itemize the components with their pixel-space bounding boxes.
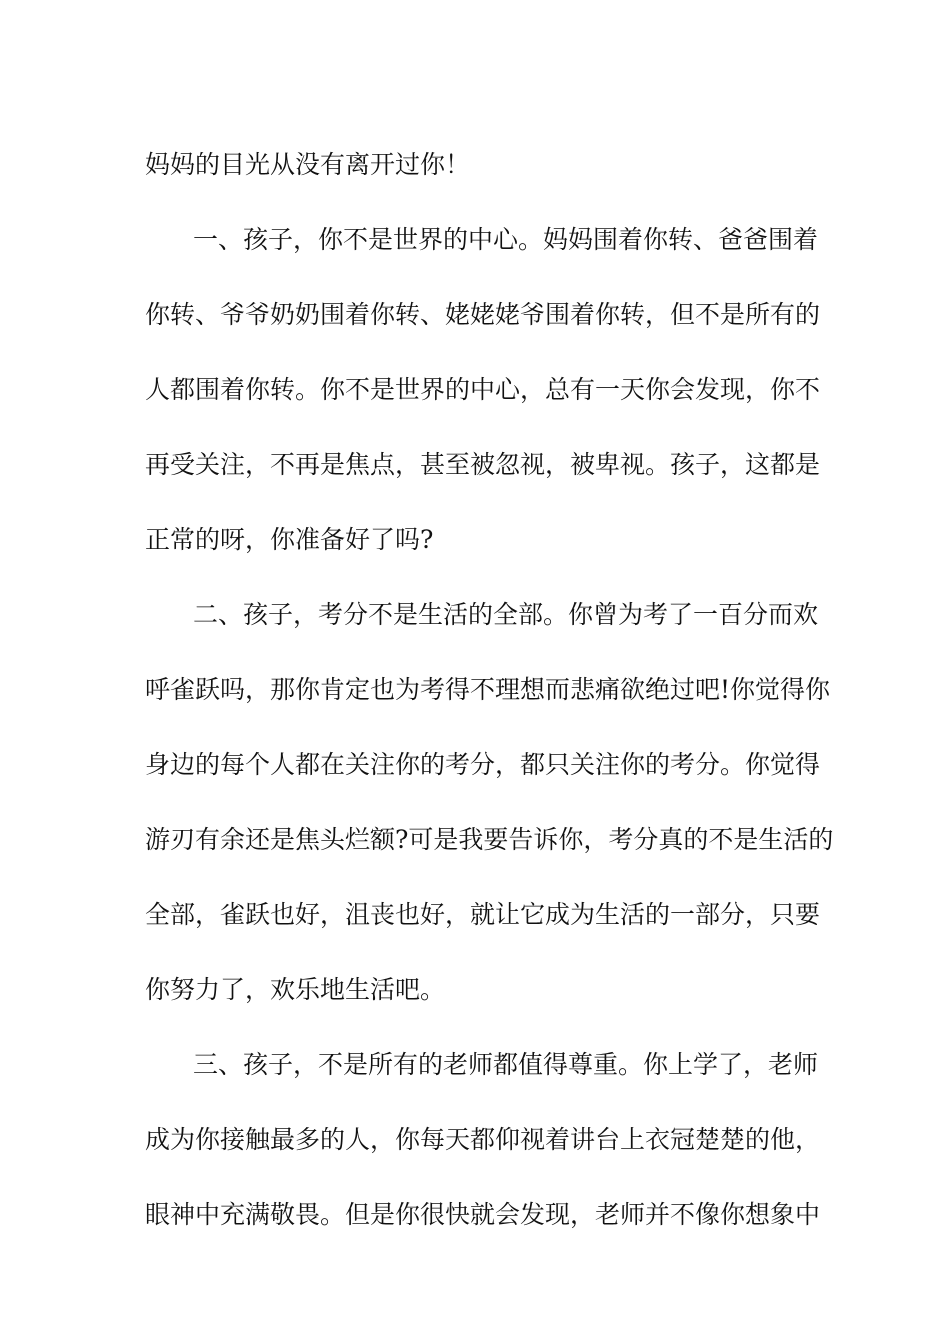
paragraph-three-start: 三、孩子，不是所有的老师都值得尊重。你上学了，老师 — [193, 1050, 819, 1079]
text-line: 正常的呀，你准备好了吗? — [145, 525, 434, 554]
text-line: 全部，雀跃也好，沮丧也好，就让它成为生活的一部分，只要 — [145, 900, 821, 929]
text-line: 你转、爷爷奶奶围着你转、姥姥姥爷围着你转，但不是所有的 — [145, 300, 821, 329]
text-line: 再受关注，不再是焦点，甚至被忽视，被卑视。孩子，这都是 — [145, 450, 821, 479]
text-line: 成为你接触最多的人，你每天都仰视着讲台上衣冠楚楚的他， — [145, 1125, 821, 1154]
text-line: 人都围着你转。你不是世界的中心，总有一天你会发现，你不 — [145, 375, 821, 404]
text-line: 眼神中充满敬畏。但是你很快就会发现，老师并不像你想象中 — [145, 1200, 821, 1229]
text-line: 你努力了，欢乐地生活吧。 — [145, 975, 446, 1004]
text-line: 游刃有余还是焦头烂额?可是我要告诉你，考分真的不是生活的 — [145, 825, 834, 854]
text-line: 呼雀跃吗，那你肯定也为考得不理想而悲痛欲绝过吧!你觉得你 — [145, 675, 831, 704]
text-line: 身边的每个人都在关注你的考分，都只关注你的考分。你觉得 — [145, 750, 821, 779]
body-text — [145, 127, 834, 1252]
paragraph-one-start: 一、孩子，你不是世界的中心。妈妈围着你转、爸爸围着 — [193, 225, 819, 254]
text-line: 妈妈的目光从没有离开过你！ — [145, 150, 471, 179]
paragraph-two-start: 二、孩子，考分不是生活的全部。你曾为考了一百分而欢 — [193, 600, 819, 629]
